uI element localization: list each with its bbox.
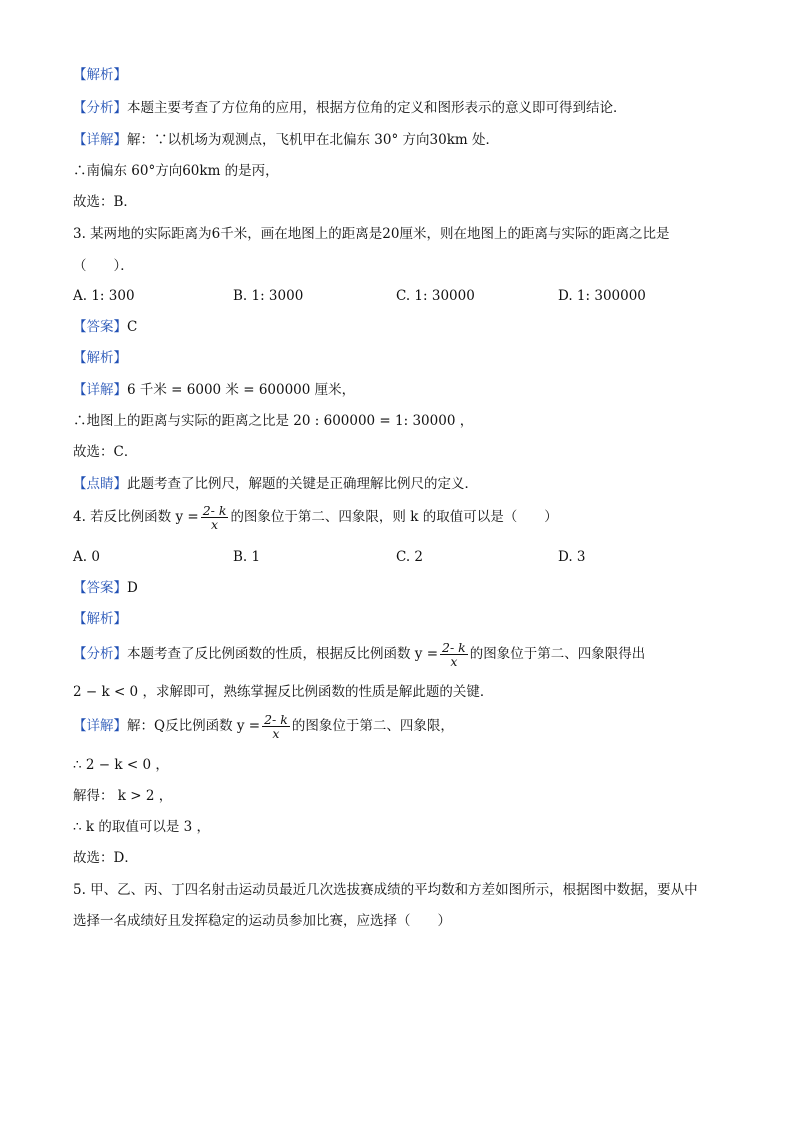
- explanation-header: 【解析】: [73, 611, 127, 627]
- question-5-stem-line2: 选择一名成绩好且发挥稳定的运动员参加比赛，应选择（ ）: [73, 913, 451, 929]
- analysis-tag: 【分析】: [73, 646, 127, 662]
- analysis-prefix: 本题考查了反比例函数的性质，根据反比例函数 y =: [127, 646, 439, 662]
- step-2: 解得： k > 2 ，: [73, 788, 173, 804]
- option-c: C. 1: 30000: [396, 288, 475, 304]
- answer-tag: 【答案】: [73, 319, 127, 335]
- explanation-header: 【解析】: [73, 350, 127, 366]
- question-3-stem-cont: （ ）．: [73, 258, 134, 274]
- comment-line: [73, 475, 478, 493]
- question-4-stem: [73, 502, 558, 532]
- choice-line: 故选：B．: [73, 194, 137, 210]
- detail-line: [73, 131, 499, 149]
- fraction-numerator: 2- k: [264, 711, 288, 727]
- detail-line: [73, 711, 454, 741]
- fraction: [440, 641, 468, 669]
- question-3-stem: 3. 某两地的实际距离为6千米，画在地图上的距离是20厘米，则在地图上的距离与实际的距离之比是: [73, 226, 670, 242]
- step-1: ∴ 2 − k < 0 ，: [73, 757, 169, 773]
- option-d: D. 1: 300000: [558, 288, 646, 304]
- answer-value: D: [127, 580, 138, 596]
- option-b: B. 1: [233, 549, 261, 565]
- option-d: D. 3: [558, 549, 586, 565]
- choice-line: 故选：D．: [73, 850, 138, 866]
- analysis-text: 本题主要考查了方位角的应用，根据方位角的定义和图形表示的意义即可得到结论．: [127, 100, 627, 116]
- question-5-stem-line1: 5. 甲、乙、丙、丁四名射击运动员最近几次选拔赛成绩的平均数和方差如图所示，根据图中数据，要从中: [73, 882, 698, 898]
- fraction-denominator: x: [272, 725, 280, 741]
- detail-tag: 【详解】: [73, 718, 127, 734]
- stem-suffix: 的图象位于第二、四象限，则 k 的取值可以是（ ）: [230, 509, 558, 525]
- option-c: C. 2: [396, 549, 424, 565]
- fraction-numerator: 2- k: [442, 639, 466, 655]
- fraction-numerator: 2- k: [202, 502, 227, 518]
- step-3: ∴ k 的取值可以是 3 ，: [73, 819, 211, 835]
- fraction-denominator: x: [211, 516, 219, 532]
- detail-tag: 【详解】: [73, 382, 127, 398]
- answer-line: [73, 318, 137, 336]
- detail-prefix: 解：Q反比例函数 y =: [127, 718, 261, 734]
- comment-tag: 【点睛】: [73, 476, 127, 492]
- analysis-line-2: 2 − k < 0 ，求解即可，熟练掌握反比例函数的性质是解此题的关键．: [73, 684, 494, 700]
- stem-prefix: 4. 若反比例函数 y =: [73, 509, 199, 525]
- analysis-line: [73, 639, 645, 669]
- fraction: [262, 713, 290, 741]
- detail-suffix: 的图象位于第二、四象限，: [291, 718, 454, 734]
- analysis-tag: 【分析】: [73, 100, 127, 116]
- detail-line: [73, 381, 355, 399]
- answer-line: [73, 579, 138, 597]
- option-a: A. 0: [73, 549, 100, 565]
- choice-line: 故选：C．: [73, 444, 138, 460]
- fraction: [201, 504, 229, 532]
- comment-text: 此题考查了比例尺，解题的关键是正确理解比例尺的定义．: [127, 476, 478, 492]
- conclusion-line: ∴南偏东 60°方向60km 的是丙，: [73, 163, 279, 179]
- answer-tag: 【答案】: [73, 580, 127, 596]
- ratio-line: ∴地图上的距离与实际的距离之比是 20 : 600000 = 1: 30000 ，: [73, 413, 474, 429]
- detail-tag: 【详解】: [73, 132, 127, 148]
- explanation-header: 【解析】: [73, 67, 127, 83]
- option-a: A. 1: 300: [73, 288, 135, 304]
- analysis-suffix: 的图象位于第二、四象限得出: [469, 646, 646, 662]
- answer-value: C: [127, 319, 138, 335]
- detail-text: 解：∵以机场为观测点，飞机甲在北偏东 30° 方向30km 处．: [127, 132, 499, 148]
- option-b: B. 1: 3000: [233, 288, 304, 304]
- fraction-denominator: x: [450, 653, 458, 669]
- analysis-line: [73, 99, 627, 117]
- detail-text: 6 千米 = 6000 米 = 600000 厘米，: [127, 382, 356, 398]
